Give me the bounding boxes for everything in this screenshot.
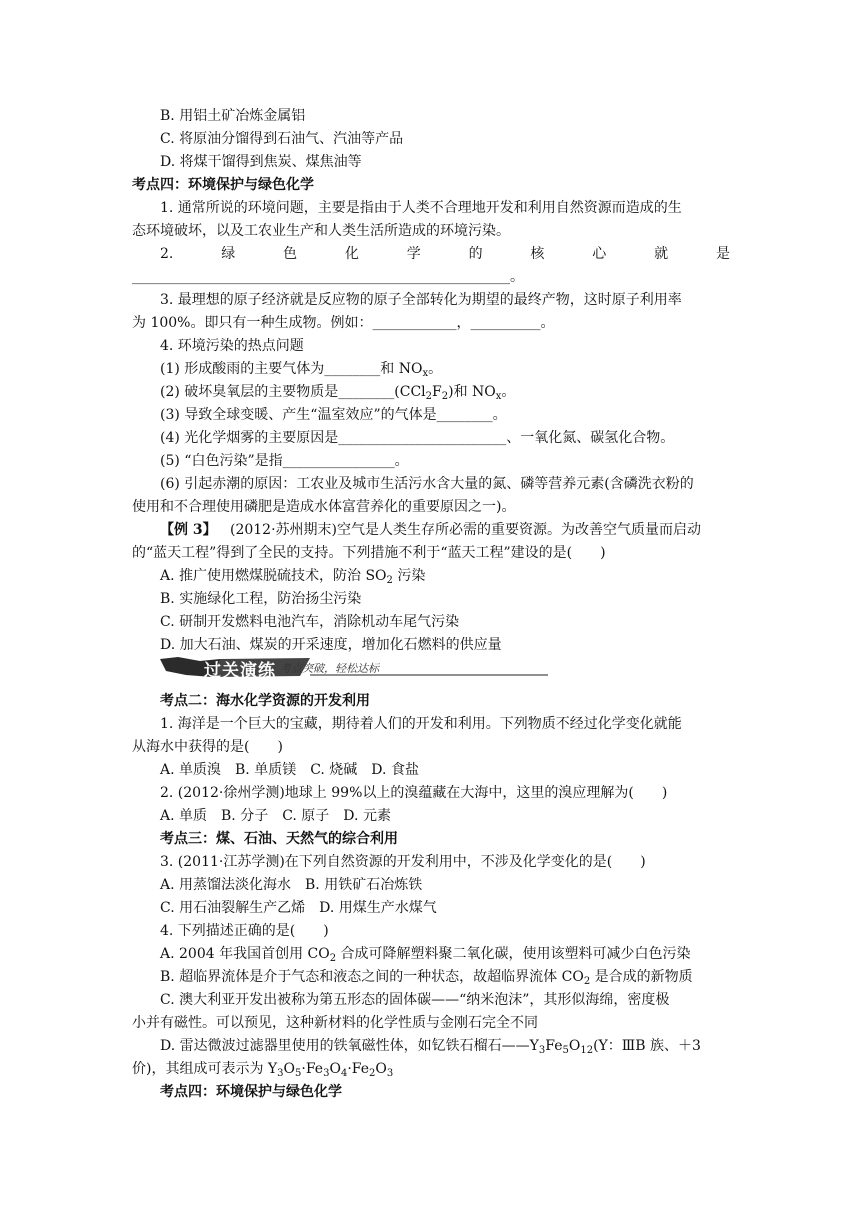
item-5-white-pollution: (5) “白色污染”是指________________。 xyxy=(160,453,409,469)
question-3-options-cd: C. 用石油裂解生产乙烯 D. 用煤生产水煤气 xyxy=(160,900,437,916)
question-2: 2. (2012·徐州学测)地球上 99%以上的溴蕴藏在大海中，这里的溴应理解为( ) xyxy=(160,785,668,801)
example-3-line-1: 【例 3】 (2012·苏州期末)空气是人类生存所必需的重要资源。为改善空气质量而启动 xyxy=(160,522,701,538)
practice-banner xyxy=(160,655,550,681)
question-3: 3. (2011·江苏学测)在下列自然资源的开发利用中，不涉及化学变化的是( ) xyxy=(160,854,646,870)
example-3-option-a: A. 推广使用燃煤脱硫技术，防治 $SO_2$ 污染 xyxy=(160,568,426,586)
question-3-options-ab: A. 用蒸馏法淡化海水 B. 用铁矿石冶炼铁 xyxy=(160,877,423,893)
item-4-smog: (4) 光化学烟雾的主要原因是________________________、一氧化氮、碳氢化合物。 xyxy=(160,430,675,446)
question-4-option-a: A. 2004 年我国首创用 $CO_2$ 合成可降解塑料聚二氧化碳，使用该塑料可减少白色污染 xyxy=(160,946,691,964)
section-heading-4-repeat: 考点四：环境保护与绿色化学 xyxy=(160,1084,342,1100)
example-3-option-c: C. 研制开发燃料电池汽车，消除机动车尾气污染 xyxy=(160,614,460,630)
paragraph-1-line-1: 1. 通常所说的环境问题，主要是指由于人类不合理地开发和利用自然资源而造成的生 xyxy=(160,200,682,216)
question-4-option-d-line-2: 价)，其组成可表示为 $Y_3O_5\cdot Fe_3O_4\cdot Fe_2O_3$ xyxy=(132,1061,394,1079)
option-c-line: C. 将原油分馏得到石油气、汽油等产品 xyxy=(160,131,404,147)
question-4-option-c-line-1: C. 澳大利亚开发出被称为第五形态的固体碳——“纳米泡沫”，其形似海绵，密度极 xyxy=(160,992,670,1008)
item-1-acid-rain: (1) 形成酸雨的主要气体为________和 $NO_x$。 xyxy=(160,361,443,379)
question-1-line-2: 从海水中获得的是( ) xyxy=(132,739,283,755)
section-heading-3: 考点三：煤、石油、天然气的综合利用 xyxy=(160,831,398,847)
option-b-line: B. 用铝土矿冶炼金属铝 xyxy=(160,108,306,124)
question-4-option-d-line-1: D. 雷达微波过滤器里使用的铁氧磁性体，如钇铁石榴石$——Y_3Fe_5O_{12}(Y$：ⅢB 族、＋3 xyxy=(160,1038,701,1056)
example-3-option-d: D. 加大石油、煤炭的开采速度，增加化石燃料的供应量 xyxy=(160,637,502,653)
question-4: 4. 下列描述正确的是( ) xyxy=(160,923,329,939)
example-3-option-b: B. 实施绿化工程，防治扬尘污染 xyxy=(160,591,362,607)
item-6-red-tide-line-2: 使用和不合理使用磷肥是造成水体富营养化的重要原因之一)。 xyxy=(132,499,516,515)
banner-title: 过关演练 xyxy=(204,661,276,681)
banner-subtitle: 考点突破，轻松达标 xyxy=(280,662,379,675)
paragraph-2-line-1: 2. 绿 色 化 学 的 核 心 就 是 xyxy=(160,246,730,262)
question-2-options: A. 单质 B. 分子 C. 原子 D. 元素 xyxy=(160,808,391,824)
question-1-line-1: 1. 海洋是一个巨大的宝藏，期待着人们的开发和利用。下列物质不经过化学变化就能 xyxy=(160,716,682,732)
paragraph-3-line-2: 为 100%。即只有一种生成物。例如：____________，__________。 xyxy=(132,315,555,331)
paragraph-3-line-1: 3. 最理想的原子经济就是反应物的原子全部转化为期望的最终产物，这时原子利用率 xyxy=(160,292,682,308)
item-6-red-tide-line-1: (6) 引起赤潮的原因：工农业及城市生活污水含大量的氮、磷等营养元素(含磷洗衣粉的 xyxy=(160,476,694,492)
paragraph-4-heading: 4. 环境污染的热点问题 xyxy=(160,338,304,354)
paragraph-1-line-2: 态环境破坏，以及工农业生产和人类生活所造成的环境污染。 xyxy=(132,223,510,239)
example-3-line-2: 的“蓝天工程”得到了全民的支持。下列措施不利于“蓝天工程”建设的是( ) xyxy=(132,545,606,561)
example-label: 【例 3】 xyxy=(160,522,217,538)
question-1-options: A. 单质溴 B. 单质镁 C. 烧碱 D. 食盐 xyxy=(160,762,419,778)
paragraph-2-blank-line: ______________________________________________________。 xyxy=(132,269,524,285)
section-heading-4: 考点四：环境保护与绿色化学 xyxy=(132,177,314,193)
item-3-greenhouse: (3) 导致全球变暖、产生“温室效应”的气体是________。 xyxy=(160,407,507,423)
question-4-option-b: B. 超临界流体是介于气态和液态之间的一种状态，故超临界流体 $CO_2$ 是合成的新物质 xyxy=(160,969,693,987)
section-heading-2: 考点二：海水化学资源的开发利用 xyxy=(160,693,370,709)
question-4-option-c-line-2: 小并有磁性。可以预见，这种新材料的化学性质与金刚石完全不同 xyxy=(132,1015,538,1031)
option-d-line: D. 将煤干馏得到焦炭、煤焦油等 xyxy=(160,154,362,170)
item-2-ozone: (2) 破坏臭氧层的主要物质是$\_\_\_\_\_\_\_\_(CCl_2F_2)$和 $NO_x$。 xyxy=(160,384,516,402)
